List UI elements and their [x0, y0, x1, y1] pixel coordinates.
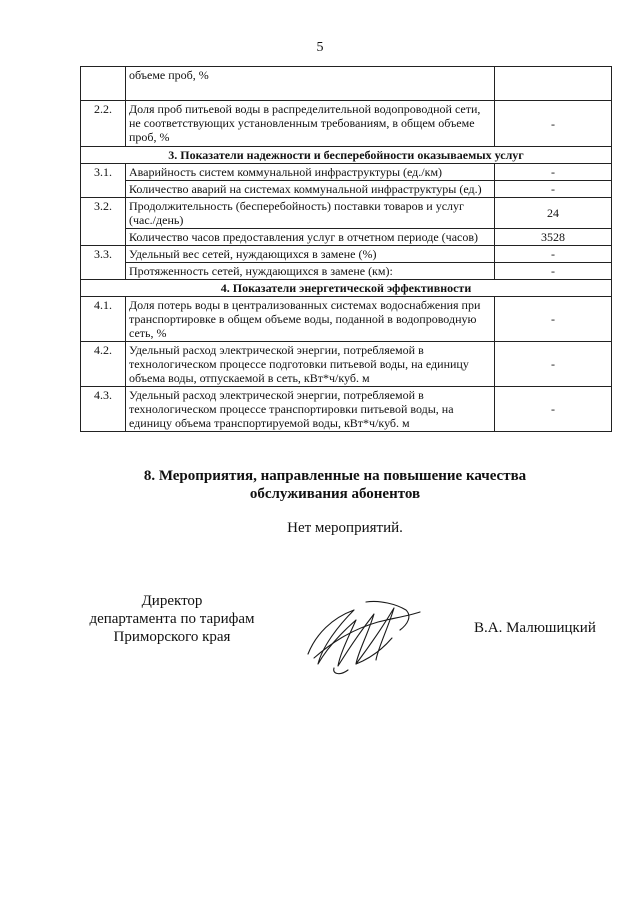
row-description: Аварийность систем коммунальной инфраструктуры (ед./км): [126, 164, 495, 181]
row-value: -: [495, 246, 612, 263]
no-measures-text: Нет мероприятий.: [287, 520, 403, 536]
handwritten-signature: [296, 594, 426, 682]
table-row: [81, 342, 612, 387]
row-number: 3.3.: [81, 246, 126, 280]
row-description: Доля потерь воды в централизованных системах водоснабжения при транспортировке в общем объеме воды, поданной в водопроводную сеть, %: [126, 297, 495, 342]
director-title-line3: Приморского края: [113, 629, 231, 645]
director-title-line1: Директор: [141, 593, 203, 609]
row-value: -: [495, 297, 612, 342]
table-row: [81, 387, 612, 432]
row-number: 4.1.: [81, 297, 126, 342]
row-description: Удельный расход электрической энергии, потребляемой в технологическом процессе транспортировки питьевой воды, на единицу объема транспортируемой воды, кВт*ч/куб. м: [126, 387, 495, 432]
row-value: -: [495, 164, 612, 181]
row-number: 3.1.: [81, 164, 126, 198]
section-4-title: 4. Показатели энергетической эффективности: [81, 280, 612, 297]
table-row: [81, 198, 612, 229]
row-number: 4.3.: [81, 387, 126, 432]
subrow-description: Количество часов предоставления услуг в отчетном периоде (часов): [126, 229, 495, 246]
table-row: [81, 297, 612, 342]
section-8-heading-line1: 8. Мероприятия, направленные на повышение качества: [143, 468, 527, 484]
row-description: Удельный вес сетей, нуждающихся в замене (%): [126, 246, 495, 263]
table-row: [81, 67, 612, 101]
section-3-title: 3. Показатели надежности и бесперебойности оказываемых услуг: [81, 147, 612, 164]
table-subrow: [81, 229, 612, 246]
row-description: Доля проб питьевой воды в распределительной водопроводной сети, не соответствующих установленным требованиям, в общем объеме проб, %: [126, 101, 495, 147]
section-8-heading: [120, 467, 550, 503]
director-title-line2: департамента по тарифам: [89, 611, 255, 627]
row-description: Продолжительность (бесперебойность) поставки товаров и услуг (час./день): [126, 198, 495, 229]
row-value: -: [495, 342, 612, 387]
subrow-description: Протяженность сетей, нуждающихся в замене (км):: [126, 263, 495, 280]
indicators-table: [80, 66, 612, 432]
row-value: 24: [495, 198, 612, 229]
table-subrow: [81, 263, 612, 280]
row-description: объеме проб, %: [126, 67, 495, 101]
row-value: -: [495, 387, 612, 432]
row-description: Удельный расход электрической энергии, потребляемой в технологическом процессе подготовки питьевой воды, на единицу объема воды, отпускаемой в сеть, кВт*ч/куб. м: [126, 342, 495, 387]
table-row: [81, 101, 612, 147]
section-8-heading-line2: обслуживания абонентов: [249, 486, 421, 502]
row-number: 3.2.: [81, 198, 126, 246]
row-value: -: [495, 101, 612, 147]
subrow-value: 3528: [495, 229, 612, 246]
row-number: [81, 67, 126, 101]
table-row: [81, 164, 612, 181]
table-subrow: [81, 181, 612, 198]
table-row: [81, 246, 612, 263]
subrow-description: Количество аварий на системах коммунальной инфраструктуры (ед.): [126, 181, 495, 198]
section-header-row: [81, 280, 612, 297]
subrow-value: -: [495, 263, 612, 280]
page-number: 5: [316, 40, 324, 55]
subrow-value: -: [495, 181, 612, 198]
section-header-row: [81, 147, 612, 164]
row-value: [495, 67, 612, 101]
signer-name: В.А. Малюшицкий: [474, 620, 596, 636]
row-number: 2.2.: [81, 101, 126, 147]
director-title: [72, 592, 272, 646]
row-number: 4.2.: [81, 342, 126, 387]
